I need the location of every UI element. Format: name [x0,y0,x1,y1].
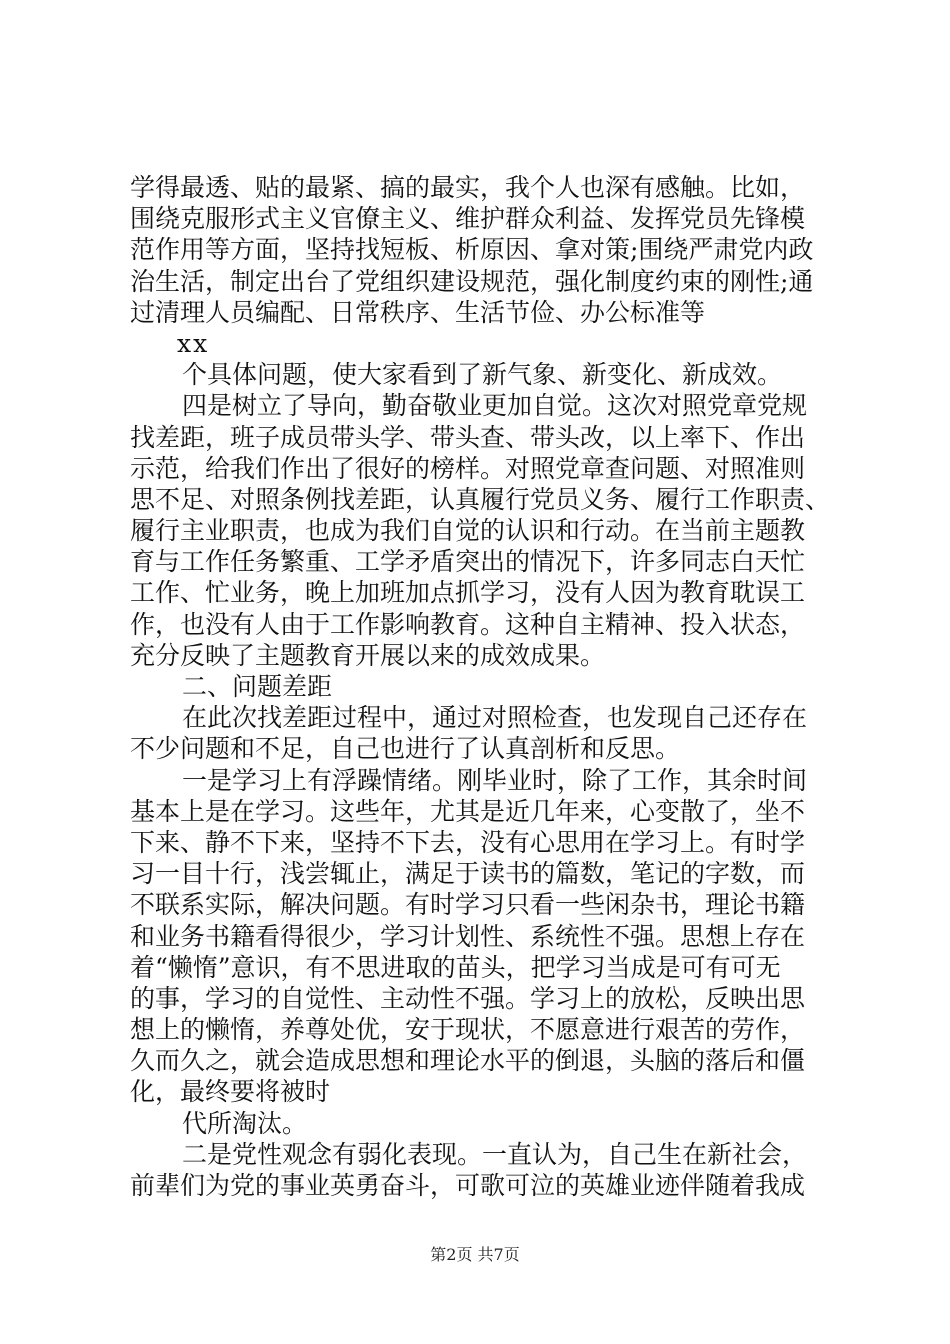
text-line: xx [177,328,210,358]
text-line: 四是树立了导向，勤奋敬业更加自觉。这次对照党章党规 [182,391,808,421]
text-line: 充分反映了主题教育开展以来的成效成果。 [130,640,606,670]
text-line: 二是党性观念有弱化表现。一直认为，自己生在新社会， [182,1139,808,1169]
text-line: 的事，学习的自觉性、主动性不强。学习上的放松，反映出思 [130,983,806,1013]
text-line: 履行主业职责，也成为我们自觉的认识和行动。在当前主题教 [130,516,806,546]
text-line: 范作用等方面，坚持找短板、析原因、拿对策;围绕严肃党内政 [130,235,814,265]
text-line: 二、问题差距 [182,672,333,701]
text-line: 基本上是在学习。这些年，尤其是近几年来，心变散了，坐不 [130,796,806,826]
text-line: 育与工作任务繁重、工学矛盾突出的情况下，许多同志白天忙 [130,547,806,577]
body-text [130,172,830,1201]
text-line: 不联系实际，解决问题。有时学习只看一些闲杂书，理论书籍 [130,890,806,920]
text-line: 不少问题和不足，自己也进行了认真剖析和反思。 [130,734,681,764]
text-line: 作，也没有人由于工作影响教育。这种自主精神、投入状态， [130,609,806,639]
text-line: 在此次找差距过程中，通过对照检查，也发现自己还存在 [182,703,808,733]
text-line: 着“懒惰”意识，有不思进取的苗头，把学习当成是可有可无 [130,952,781,982]
text-line: 思不足、对照条例找差距，认真履行党员义务、履行工作职责、 [130,484,830,514]
text-line: 下来、静不下来，坚持不下去，没有心思用在学习上。有时学 [130,827,806,857]
text-line: 示范，给我们作出了很好的榜样。对照党章查问题、对照准则 [130,453,806,483]
text-line: 学得最透、贴的最紧、搞的最实，我个人也深有感触。比如， [130,173,806,202]
text-line: 一是学习上有浮躁情绪。刚毕业时，除了工作，其余时间 [182,765,808,795]
text-line: 和业务书籍看得很少，学习计划性、系统性不强。思想上存在 [130,921,806,951]
text-line: 化，最终要将被时 [130,1077,331,1107]
text-line: 过清理人员编配、日常秩序、生活节俭、办公标准等 [130,297,706,327]
text-line: 习一目十行，浅尝辄止，满足于读书的篇数，笔记的字数，而 [130,859,806,889]
text-line: 个具体问题，使大家看到了新气象、新变化、新成效。 [182,360,783,390]
text-line: 工作、忙业务，晚上加班加点抓学习，没有人因为教育耽误工 [130,578,806,608]
text-line: 围绕克服形式主义官僚主义、维护群众利益、发挥党员先锋模 [130,204,806,234]
text-line: 久而久之，就会造成思想和理论水平的倒退，头脑的落后和僵 [130,1046,806,1076]
text-line: 治生活，制定出台了党组织建设规范，强化制度约束的刚性;通 [130,266,814,296]
text-line: 代所淘汰。 [182,1108,308,1138]
page-footer: 第2页 共7页 [430,1245,520,1264]
text-line: 找差距，班子成员带头学、带头查、带头改，以上率下、作出 [130,422,806,452]
text-line: 想上的懒惰，养尊处优，安于现状，不愿意进行艰苦的劳作， [130,1015,806,1045]
text-line: 前辈们为党的事业英勇奋斗，可歌可泣的英雄业迹伴随着我成 [130,1171,806,1200]
